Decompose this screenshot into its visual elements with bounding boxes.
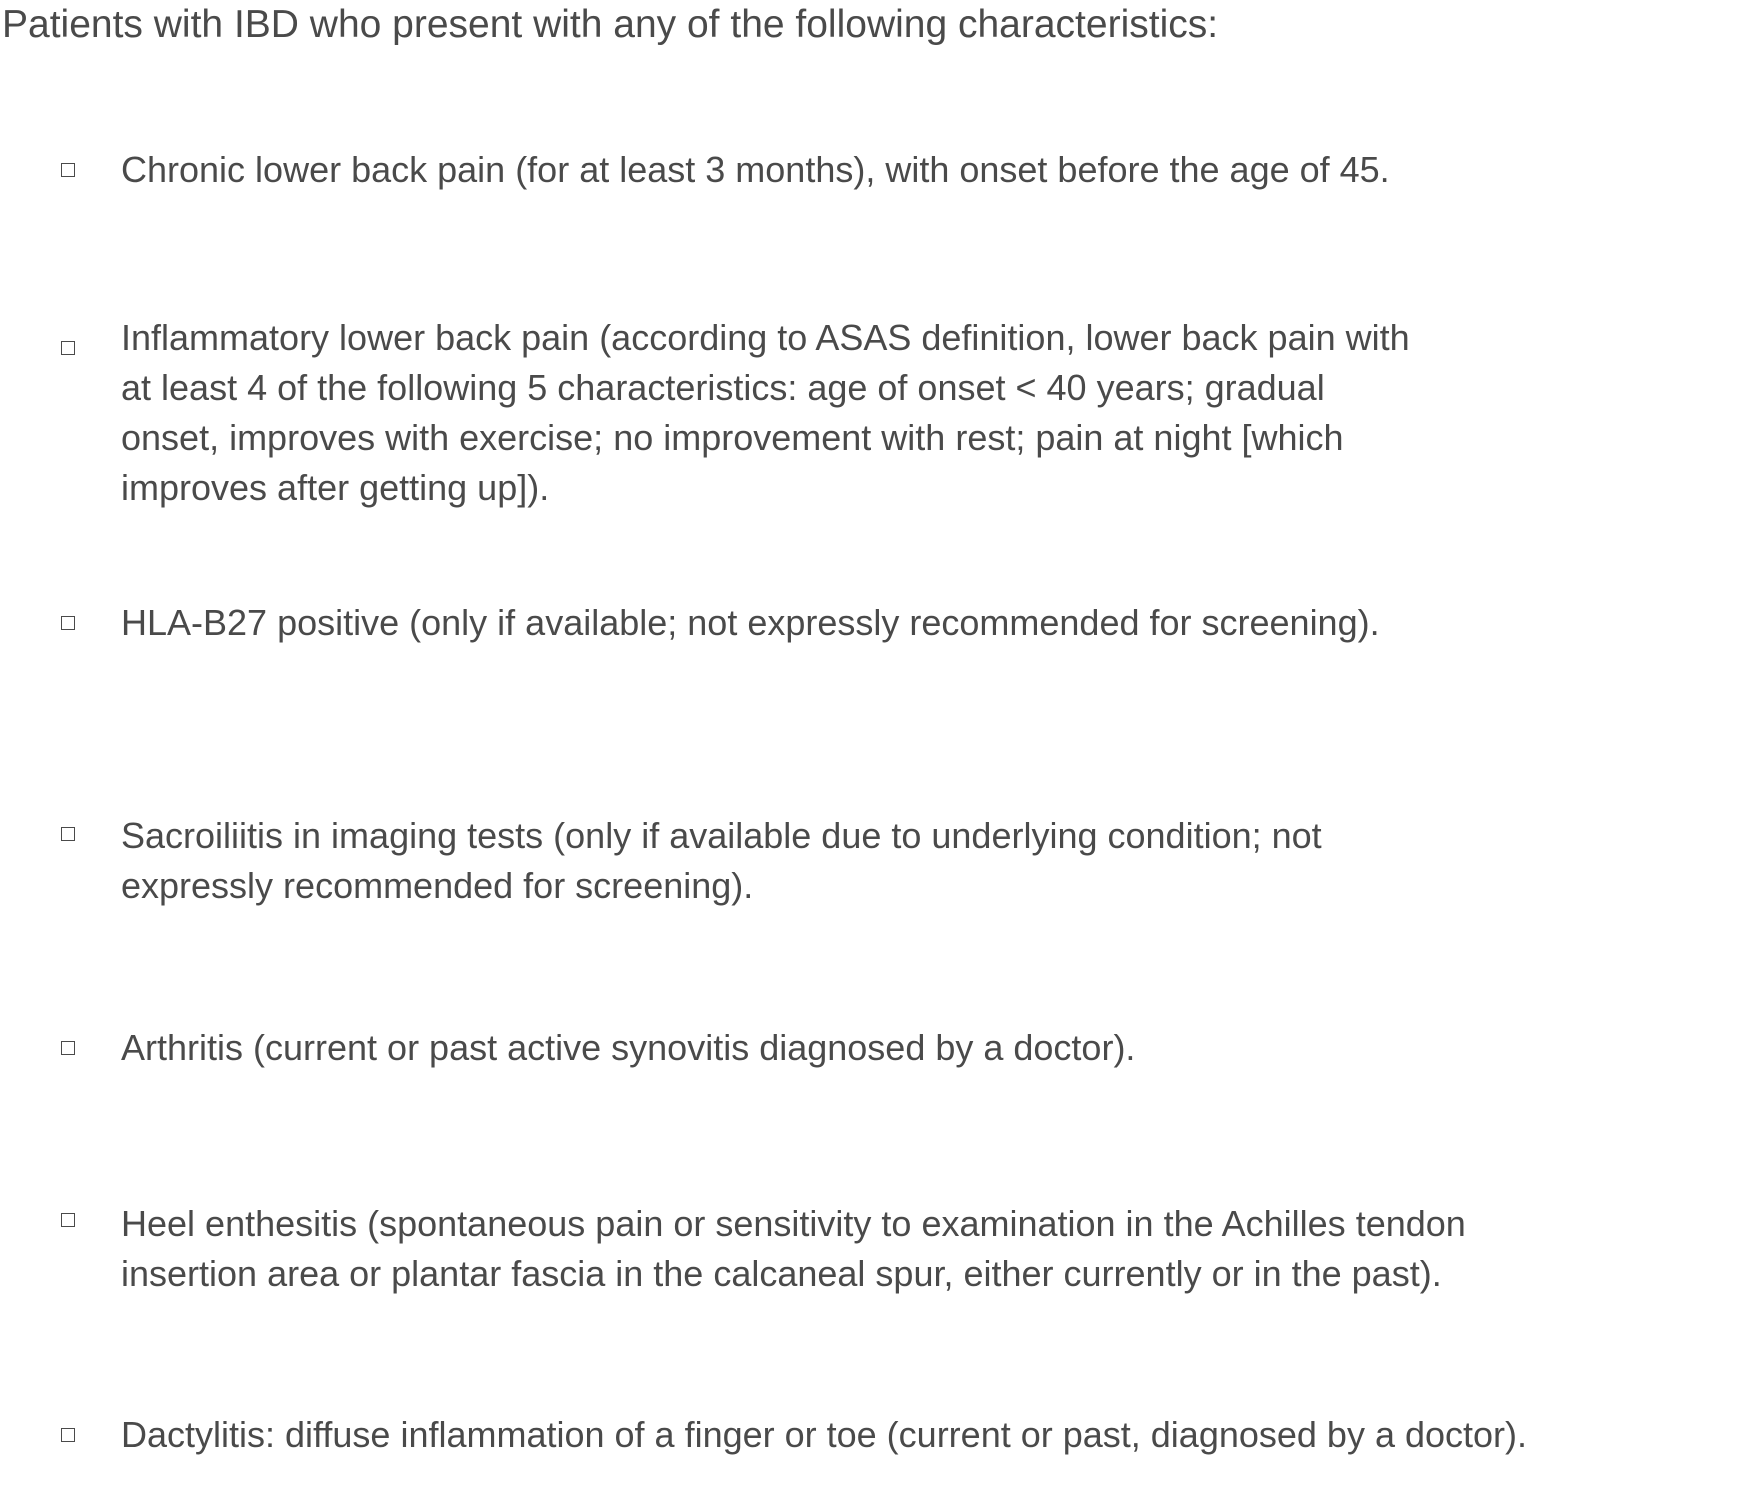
checkbox[interactable] <box>61 827 75 841</box>
checkbox[interactable] <box>61 616 75 630</box>
checkbox[interactable] <box>61 1213 75 1227</box>
criteria-item-text: HLA-B27 positive (only if available; not expressly recommended for screening). <box>121 602 1380 643</box>
criteria-item-text: Sacroiliitis in imaging tests (only if available due to underlying condition; not expressly recommended for screening). <box>121 815 1322 906</box>
checkbox[interactable] <box>61 341 75 355</box>
criteria-item-text: Chronic lower back pain (for at least 3 months), with onset before the age of 45. <box>121 149 1390 190</box>
criteria-item-text: Arthritis (current or past active synovitis diagnosed by a doctor). <box>121 1027 1136 1068</box>
criteria-item-text: Inflammatory lower back pain (according to ASAS definition, lower back pain with at least 4 of the following 5 characteristics: age of onset < 40 years; gradual onset, improves with exercise; no improvement with rest; pain at night [which improves after getting up]). <box>121 317 1410 508</box>
checkbox[interactable] <box>61 1428 75 1442</box>
criteria-item-text: Dactylitis: diffuse inflammation of a finger or toe (current or past, diagnosed by a doctor). <box>121 1414 1528 1455</box>
page-heading: Patients with IBD who present with any of the following characteristics: <box>2 3 1219 46</box>
criteria-item-text: Heel enthesitis (spontaneous pain or sensitivity to examination in the Achilles tendon insertion area or plantar fascia in the calcaneal spur, either currently or in the past). <box>121 1203 1466 1294</box>
checkbox[interactable] <box>61 1041 75 1055</box>
checkbox[interactable] <box>61 163 75 177</box>
